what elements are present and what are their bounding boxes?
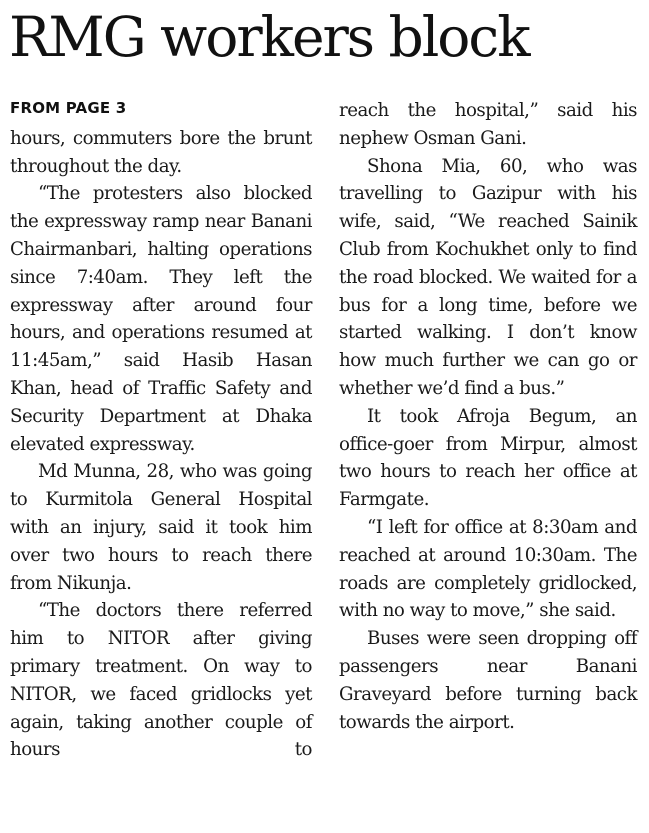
paragraph: “The doctors there referred him to NITOR after giving primary treatment. On way to NITOR, we faced gridlocks yet again, taking another couple of hours to bbox=[10, 600, 312, 761]
article-column-left bbox=[10, 97, 312, 764]
paragraph: Shona Mia, 60, who was travelling to Gazipur with his wife, said, “We reached Sainik Club from Kochukhet only to find the road blocked. We waited for a bus for a long time, before we started walking. I don’t know how much further we can go or whether we’d find a bus.” bbox=[339, 155, 637, 399]
paragraph: It took Afroja Begum, an office-goer from Mirpur, almost two hours to reach her office at Farmgate. bbox=[339, 405, 637, 511]
paragraph: Md Munna, 28, who was going to Kurmitola General Hospital with an injury, said it took him over two hours to reach there from Nikunja. bbox=[10, 461, 312, 594]
continuation-kicker: FROM PAGE 3 bbox=[10, 99, 127, 117]
paragraph: “I left for office at 8:30am and reached at around 10:30am. The roads are completely gridlocked, with no way to move,” she said. bbox=[339, 516, 637, 622]
headline: RMG workers block bbox=[9, 5, 529, 69]
paragraph: “The protesters also blocked the expressway ramp near Banani Chairmanbari, halting operations since 7:40am. They left the expressway after around four hours, and operations resumed at 11:45am,” said Hasib Hasan Khan, head of Traffic Safety and Security Department at Dhaka elevated expressway. bbox=[10, 183, 312, 455]
paragraph: Buses were seen dropping off passengers near Banani Graveyard before turning back towards the airport. bbox=[339, 628, 637, 733]
paragraph: reach the hospital,” said his nephew Osman Gani. bbox=[339, 100, 637, 149]
paragraph: hours, commuters bore the brunt throughout the day. bbox=[10, 127, 312, 177]
article-column-right bbox=[339, 97, 637, 736]
